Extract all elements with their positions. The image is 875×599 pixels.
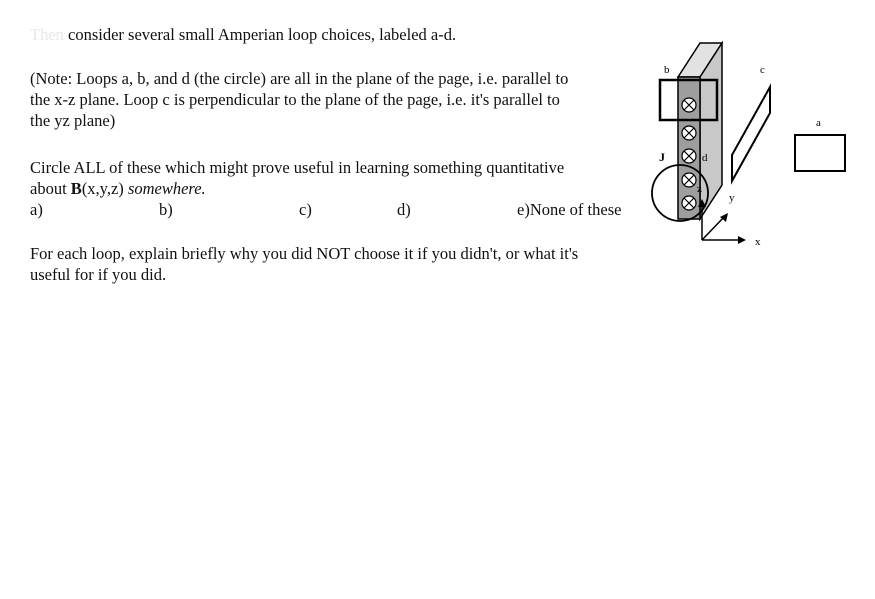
label-c: c — [760, 64, 765, 76]
b-field-symbol: B — [70, 179, 82, 198]
label-z: z — [697, 183, 702, 195]
slab-loop-diagram — [640, 35, 870, 265]
current-into-page-icon — [682, 126, 696, 140]
choice-a[interactable]: a) — [30, 200, 43, 219]
explain-paragraph — [30, 243, 578, 285]
current-into-page-icon — [682, 196, 696, 210]
intro-prefix: Then — [30, 25, 64, 44]
choice-e[interactable]: e)None of these — [517, 200, 622, 219]
current-into-page-icon — [682, 173, 696, 187]
current-into-page-icon — [682, 149, 696, 163]
loop-a — [795, 135, 845, 171]
question-line-1: Circle ALL of these which might prove useful in learning something quantitative — [30, 158, 565, 177]
question-paragraph — [30, 157, 564, 199]
loop-c — [732, 87, 770, 181]
label-a: a — [816, 117, 821, 129]
note-line-1: (Note: Loops a, b, and d (the circle) are all in the plane of the page, i.e. parallel to — [30, 69, 569, 88]
choice-b[interactable]: b) — [159, 200, 173, 219]
note-line-2: the x-z plane. Loop c is perpendicular to the plane of the page, i.e. it's parallel to — [30, 90, 560, 109]
b-field-coords: (x,y,z) — [81, 179, 124, 198]
question-somewhere: somewhere. — [127, 179, 206, 198]
note-line-3: the yz plane) — [30, 111, 116, 130]
intro-text: consider several small Amperian loop choices, labeled a-d. — [68, 25, 457, 44]
question-line-2 — [30, 178, 564, 199]
label-x: x — [755, 236, 761, 248]
question-about: about — [30, 179, 67, 198]
label-b: b — [664, 64, 670, 76]
current-into-page-icon — [682, 98, 696, 112]
choice-c[interactable]: c) — [299, 200, 312, 219]
intro-line — [30, 25, 456, 45]
explain-line-2: useful for if you did. — [30, 265, 167, 284]
note-paragraph — [30, 68, 568, 131]
coordinate-axes — [698, 199, 746, 244]
label-y: y — [729, 192, 735, 204]
explain-line-1: For each loop, explain briefly why you did NOT choose it if you didn't, or what it's — [30, 244, 579, 263]
label-j: J — [659, 150, 665, 164]
label-d: d — [702, 152, 708, 164]
choice-d[interactable]: d) — [397, 200, 411, 219]
